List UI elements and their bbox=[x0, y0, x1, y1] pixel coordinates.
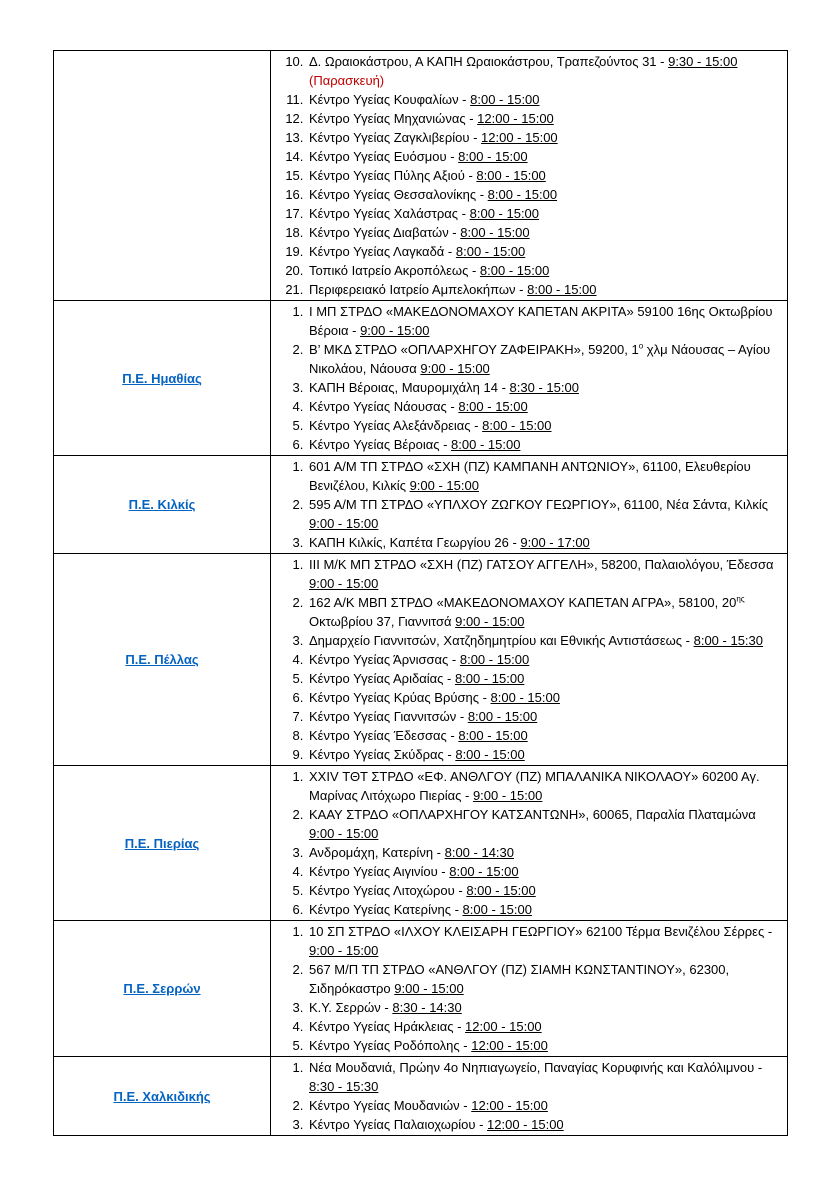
facility-text: Κέντρο Υγείας Λιτοχώρου - bbox=[309, 883, 467, 898]
facility-entry bbox=[307, 1115, 781, 1134]
facility-entry bbox=[307, 204, 781, 223]
facility-text: Οκτωβρίου 37, Γιαννιτσά bbox=[309, 614, 456, 629]
facility-entry bbox=[307, 1017, 781, 1036]
facility-entry bbox=[307, 669, 781, 688]
facility-text: Κέντρο Υγείας Σκύδρας - bbox=[309, 747, 456, 762]
opening-hours: 9:00 - 15:00 bbox=[309, 516, 379, 531]
opening-hours: 9:00 - 15:00 bbox=[309, 576, 379, 591]
opening-hours: 8:00 - 15:00 bbox=[527, 282, 597, 297]
facility-text: ΚΑΑΥ ΣΤΡΔΟ «ΟΠΛΑΡΧΗΓΟΥ ΚΑΤΣΑΝΤΩΝΗ», 60065, Παραλία Πλαταμώνα bbox=[309, 807, 756, 822]
opening-hours: 12:00 - 15:00 bbox=[471, 1098, 548, 1113]
region-link[interactable]: Π.Ε. Σερρών bbox=[123, 981, 201, 996]
health-centers-table-body bbox=[54, 51, 788, 1136]
region-row bbox=[54, 1057, 788, 1136]
facility-text: Περιφερειακό Ιατρείο Αμπελοκήπων - bbox=[309, 282, 528, 297]
opening-hours: 8:00 - 15:00 bbox=[466, 883, 536, 898]
facility-entry bbox=[307, 533, 781, 552]
facilities-cell bbox=[271, 766, 788, 921]
facility-entry bbox=[307, 767, 781, 805]
opening-hours: 9:00 - 15:00 bbox=[309, 826, 379, 841]
facility-text: Νέα Μουδανιά, Πρώην 4ο Νηπιαγωγείο, Παναγίας Κορυφινής και Καλόλιμνου - bbox=[309, 1060, 763, 1075]
opening-hours: 8:30 - 15:30 bbox=[309, 1079, 379, 1094]
facilities-cell bbox=[271, 456, 788, 554]
facility-entry bbox=[307, 52, 781, 90]
opening-hours: 8:00 - 15:00 bbox=[479, 263, 550, 278]
facility-text: Κέντρο Υγείας Ζαγκλιβερίου - bbox=[309, 130, 482, 145]
facility-text: Κέντρο Υγείας Κρύας Βρύσης - bbox=[309, 690, 491, 705]
facility-entry bbox=[307, 302, 781, 340]
facility-entry bbox=[307, 998, 781, 1017]
facility-entry bbox=[307, 109, 781, 128]
facility-entry bbox=[307, 650, 781, 669]
region-row bbox=[54, 554, 788, 766]
opening-hours: 12:00 - 15:00 bbox=[481, 130, 558, 145]
facility-text: Κέντρο Υγείας Αιγινίου - bbox=[309, 864, 450, 879]
opening-hours: 8:00 - 15:00 bbox=[455, 244, 526, 259]
day-note: (Παρασκευή) bbox=[309, 73, 385, 88]
facility-text: Κέντρο Υγείας Άρνισσας - bbox=[309, 652, 460, 667]
facility-text: χλμ Νάουσας – Αγίου Νικολάου, Νάουσα bbox=[309, 342, 771, 376]
facility-text: Κέντρο Υγείας Χαλάστρας - bbox=[309, 206, 470, 221]
region-cell bbox=[54, 456, 271, 554]
opening-hours: 8:00 - 15:00 bbox=[451, 437, 521, 452]
facility-text: 595 Α/Μ ΤΠ ΣΤΡΔΟ «ΥΠΛΧΟΥ ΖΩΓΚΟΥ ΓΕΩΡΓΙΟΥ», 61100, Νέα Σάντα, Κιλκίς bbox=[309, 497, 769, 512]
facility-list bbox=[273, 767, 781, 919]
opening-hours: 8:00 - 15:00 bbox=[458, 399, 528, 414]
facility-list bbox=[273, 457, 781, 552]
facility-text: Κέντρο Υγείας Ευόσμου - bbox=[309, 149, 459, 164]
facility-text: ΚΑΠΗ Κιλκίς, Καπέτα Γεωργίου 26 - bbox=[309, 535, 521, 550]
facility-entry bbox=[307, 416, 781, 435]
opening-hours: 12:00 - 15:00 bbox=[487, 1117, 564, 1132]
facility-text: XXIV ΤΘΤ ΣΤΡΔΟ «ΕΦ. ΑΝΘΛΓΟΥ (ΠΖ) ΜΠΑΛΑΝΙΚΑ ΝΙΚΟΛΑΟΥ» 60200 Αγ. Μαρίνας Λιτόχωρο Πιερίας - bbox=[309, 769, 760, 803]
facility-text: Κέντρο Υγείας Έδεσσας - bbox=[309, 728, 459, 743]
facility-entry bbox=[307, 242, 781, 261]
opening-hours: 9:00 - 17:00 bbox=[520, 535, 590, 550]
opening-hours: 9:00 - 15:00 bbox=[420, 361, 490, 376]
opening-hours: 8:00 - 15:00 bbox=[469, 206, 540, 221]
opening-hours: 8:00 - 15:00 bbox=[459, 652, 530, 667]
facility-text: Δημαρχείο Γιαννιτσών, Χατζηδημητρίου και Εθνικής Αντιστάσεως - bbox=[309, 633, 694, 648]
facility-text: ης bbox=[736, 594, 745, 604]
opening-hours: 9:30 - 15:00 bbox=[668, 54, 738, 69]
facility-entry bbox=[307, 280, 781, 299]
facility-entry bbox=[307, 881, 781, 900]
region-link[interactable]: Π.Ε. Χαλκιδικής bbox=[113, 1088, 211, 1104]
facility-text: ΙΙΙ Μ/Κ ΜΠ ΣΤΡΔΟ «ΣΧΗ (ΠΖ) ΓΑΤΣΟΥ ΑΓΓΕΛΗ», 58200, Παλαιολόγου, Έδεσσα bbox=[309, 557, 774, 572]
opening-hours: 9:00 - 15:00 bbox=[394, 981, 464, 996]
facility-list bbox=[273, 922, 781, 1055]
opening-hours: 8:00 - 15:00 bbox=[482, 418, 552, 433]
region-cell bbox=[54, 301, 271, 456]
facility-entry bbox=[307, 745, 781, 764]
health-centers-table bbox=[53, 50, 788, 1136]
opening-hours: 8:00 - 15:00 bbox=[454, 671, 525, 686]
facility-entry bbox=[307, 495, 781, 533]
facility-text: Κέντρο Υγείας Παλαιοχωρίου - bbox=[309, 1117, 488, 1132]
facility-entry bbox=[307, 128, 781, 147]
opening-hours: 8:30 - 15:00 bbox=[509, 380, 579, 395]
facility-entry bbox=[307, 397, 781, 416]
region-row bbox=[54, 456, 788, 554]
facility-text: ΚΑΠΗ Βέροιας, Μαυρομιχάλη 14 - bbox=[309, 380, 510, 395]
opening-hours: 8:00 - 15:30 bbox=[693, 633, 763, 648]
facilities-cell bbox=[271, 921, 788, 1057]
opening-hours: 9:00 - 15:00 bbox=[309, 943, 379, 958]
region-cell bbox=[54, 554, 271, 766]
facility-entry bbox=[307, 960, 781, 998]
facility-text: Β’ ΜΚΔ ΣΤΡΔΟ «ΟΠΛΑΡΧΗΓΟΥ ΖΑΦΕΙΡΑΚΗ», 59200, 1 bbox=[309, 342, 639, 357]
facility-entry bbox=[307, 340, 781, 378]
facility-entry bbox=[307, 805, 781, 843]
facility-text: Κέντρο Υγείας Διαβατών - bbox=[309, 225, 461, 240]
facility-entry bbox=[307, 593, 781, 631]
facility-entry bbox=[307, 900, 781, 919]
opening-hours: 9:00 - 15:00 bbox=[409, 478, 479, 493]
region-row bbox=[54, 766, 788, 921]
facility-text: Κέντρο Υγείας Λαγκαδά - bbox=[309, 244, 456, 259]
facility-list bbox=[273, 1058, 781, 1134]
facility-list bbox=[273, 302, 781, 454]
facility-entry bbox=[307, 555, 781, 593]
opening-hours: 12:00 - 15:00 bbox=[471, 1038, 548, 1053]
facilities-cell bbox=[271, 1057, 788, 1136]
facility-entry bbox=[307, 922, 781, 960]
region-link[interactable]: Π.Ε. Πέλλας bbox=[125, 652, 199, 667]
facility-entry bbox=[307, 1036, 781, 1055]
facility-text: ο bbox=[638, 341, 644, 351]
opening-hours: 8:00 - 15:00 bbox=[449, 864, 519, 879]
facility-text: Κέντρο Υγείας Μουδανιών - bbox=[309, 1098, 472, 1113]
facility-text: Κέντρο Υγείας Γιαννιτσών - bbox=[309, 709, 468, 724]
facility-text: Κέντρο Υγείας Θεσσαλονίκης - bbox=[309, 187, 488, 202]
region-cell bbox=[54, 921, 271, 1057]
facility-list bbox=[273, 555, 781, 764]
facility-entry bbox=[307, 185, 781, 204]
facility-entry bbox=[307, 435, 781, 454]
opening-hours: 8:00 - 15:00 bbox=[458, 728, 528, 743]
facility-entry bbox=[307, 457, 781, 495]
region-link[interactable]: Π.Ε. Πιερίας bbox=[124, 835, 200, 851]
facility-text: Κέντρο Υγείας Ηράκλειας - bbox=[309, 1019, 466, 1034]
region-row bbox=[54, 301, 788, 456]
facility-entry bbox=[307, 688, 781, 707]
facilities-cell bbox=[271, 301, 788, 456]
facility-text: Ι ΜΠ ΣΤΡΔΟ «ΜΑΚΕΔΟΝΟΜΑΧΟΥ ΚΑΠΕΤΑΝ ΑΚΡΙΤΑ» 59100 16ης Οκτωβρίου Βέροια - bbox=[309, 304, 773, 338]
opening-hours: 8:00 - 15:00 bbox=[467, 709, 538, 724]
region-cell bbox=[54, 1057, 271, 1136]
facility-entry bbox=[307, 843, 781, 862]
opening-hours: 9:00 - 15:00 bbox=[472, 788, 543, 803]
opening-hours: 8:00 - 15:00 bbox=[490, 690, 560, 705]
opening-hours: 9:00 - 15:00 bbox=[360, 323, 430, 338]
facility-entry bbox=[307, 261, 781, 280]
opening-hours: 8:00 - 15:00 bbox=[458, 149, 528, 164]
opening-hours: 8:00 - 15:00 bbox=[460, 225, 530, 240]
facility-entry bbox=[307, 707, 781, 726]
opening-hours: 8:00 - 15:00 bbox=[487, 187, 558, 202]
facility-text: Δ. Ωραιοκάστρου, Α ΚΑΠΗ Ωραιοκάστρου, Τραπεζούντος 31 - bbox=[309, 54, 669, 69]
facility-entry bbox=[307, 862, 781, 881]
region-cell bbox=[54, 766, 271, 921]
facility-text: 601 Α/Μ ΤΠ ΣΤΡΔΟ «ΣΧΗ (ΠΖ) ΚΑΜΠΑΝΗ ΑΝΤΩΝΙΟΥ», 61100, Ελευθερίου Βενιζέλου, Κιλκίς bbox=[309, 459, 751, 493]
facility-entry bbox=[307, 631, 781, 650]
facility-entry bbox=[307, 166, 781, 185]
facility-text: Κέντρο Υγείας Μηχανιώνας - bbox=[309, 111, 478, 126]
region-link[interactable]: Π.Ε. Κιλκίς bbox=[128, 497, 196, 512]
facility-list bbox=[273, 52, 781, 299]
facility-text: Κέντρο Υγείας Αριδαίας - bbox=[309, 671, 455, 686]
facility-text: Κ.Υ. Σερρών - bbox=[309, 1000, 393, 1015]
facilities-cell bbox=[271, 51, 788, 301]
opening-hours: 12:00 - 15:00 bbox=[465, 1019, 542, 1034]
opening-hours: 8:00 - 15:00 bbox=[462, 902, 532, 917]
opening-hours: 9:00 - 15:00 bbox=[455, 614, 525, 629]
opening-hours: 8:00 - 15:00 bbox=[476, 168, 546, 183]
facility-entry bbox=[307, 378, 781, 397]
facility-text: Κέντρο Υγείας Κατερίνης - bbox=[309, 902, 463, 917]
opening-hours: 8:30 - 14:30 bbox=[392, 1000, 462, 1015]
region-link[interactable]: Π.Ε. Ημαθίας bbox=[122, 370, 202, 386]
facility-text: 10 ΣΠ ΣΤΡΔΟ «ΙΛΧΟΥ ΚΛΕΙΣΑΡΗ ΓΕΩΡΓΙΟΥ» 62100 Τέρμα Βενιζέλου Σέρρες - bbox=[309, 924, 773, 939]
opening-hours: 8:00 - 15:00 bbox=[470, 92, 540, 107]
facility-entry bbox=[307, 223, 781, 242]
region-row bbox=[54, 921, 788, 1057]
facility-text: Κέντρο Υγείας Πύλης Αξιού - bbox=[309, 168, 477, 183]
region-cell bbox=[54, 51, 271, 301]
facility-entry bbox=[307, 147, 781, 166]
opening-hours: 12:00 - 15:00 bbox=[477, 111, 554, 126]
facility-entry bbox=[307, 1096, 781, 1115]
facility-text: 162 Α/Κ ΜΒΠ ΣΤΡΔΟ «ΜΑΚΕΔΟΝΟΜΑΧΟΥ ΚΑΠΕΤΑΝ ΑΓΡΑ», 58100, 20 bbox=[309, 595, 737, 610]
facility-text: Κέντρο Υγείας Νάουσας - bbox=[309, 399, 459, 414]
facility-text: Κέντρο Υγείας Βέροιας - bbox=[309, 437, 452, 452]
facility-entry bbox=[307, 90, 781, 109]
facility-text: Κέντρο Υγείας Ροδόπολης - bbox=[309, 1038, 472, 1053]
facility-text: Τοπικό Ιατρείο Ακροπόλεως - bbox=[309, 263, 480, 278]
facility-text: Ανδρομάχη, Κατερίνη - bbox=[309, 845, 445, 860]
facility-text: Κέντρο Υγείας Κουφαλίων - bbox=[309, 92, 471, 107]
facilities-cell bbox=[271, 554, 788, 766]
facility-entry bbox=[307, 1058, 781, 1096]
facility-entry bbox=[307, 726, 781, 745]
opening-hours: 8:00 - 14:30 bbox=[444, 845, 514, 860]
facility-text: 567 Μ/Π ΤΠ ΣΤΡΔΟ «ΑΝΘΛΓΟΥ (ΠΖ) ΣΙΑΜΗ ΚΩΝΣΤΑΝΤΙΝΟΥ», 62300, Σιδηρόκαστρο bbox=[309, 962, 730, 996]
region-row bbox=[54, 51, 788, 301]
opening-hours: 8:00 - 15:00 bbox=[455, 747, 525, 762]
facility-text: Κέντρο Υγείας Αλεξάνδρειας - bbox=[309, 418, 483, 433]
